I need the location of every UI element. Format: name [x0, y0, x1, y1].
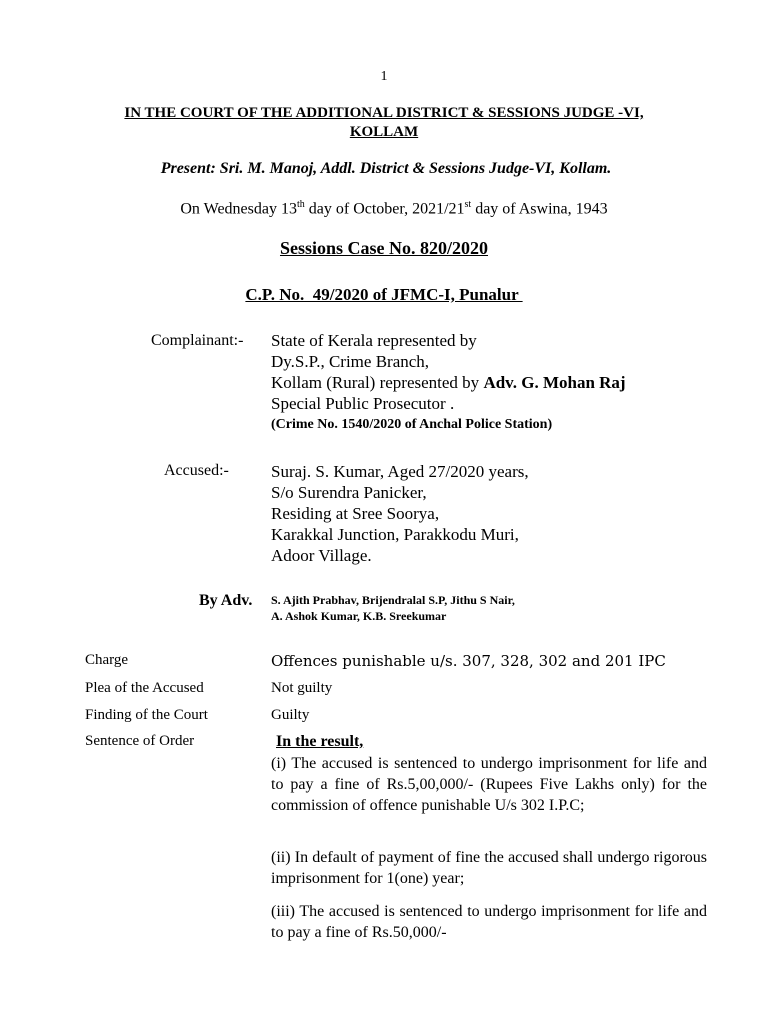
judgment-date: [0, 199, 768, 218]
accused-line: S/o Surendra Panicker,: [271, 483, 427, 502]
complainant-line2: Dy.S.P., Crime Branch,: [271, 352, 430, 371]
sentence-paragraph-2: (ii) In default of payment of fine the accused shall undergo rigorous imprisonment for 1(one) year;: [271, 849, 707, 887]
date-sup2: st: [464, 199, 472, 210]
complainant-line4: Special Public Prosecutor .: [271, 394, 455, 413]
crime-number: (Crime No. 1540/2020 of Anchal Police Station): [271, 417, 553, 432]
complainant-block: [271, 330, 626, 435]
defence-advocates: [271, 592, 515, 624]
complainant-line3: [271, 372, 626, 393]
court-heading-line2: KOLLAM: [349, 124, 419, 140]
court-heading: [84, 104, 684, 142]
result-heading: In the result,: [276, 733, 364, 750]
accused-line: Residing at Sree Soorya,: [271, 504, 440, 523]
charge-value: Offences punishable u/s. 307, 328, 302 and 201 IPC: [271, 652, 666, 670]
court-heading-line1: IN THE COURT OF THE ADDITIONAL DISTRICT & SESSIONS JUDGE -VI,: [124, 105, 644, 121]
defence-advocates-line2: A. Ashok Kumar, K.B. Sreekumar: [271, 609, 447, 623]
finding-value: Guilty: [271, 707, 310, 723]
accused-line: Karakkal Junction, Parakkodu Muri,: [271, 525, 519, 544]
complainant-line3-prefix: Kollam (Rural) represented by: [271, 373, 484, 392]
sentence-paragraph-3: (iii) The accused is sentenced to undergo imprisonment for life and to pay a fine of Rs.50,000/-: [271, 903, 707, 941]
presiding-judge: Present: Sri. M. Manoj, Addl. District & Sessions Judge-VI, Kollam.: [160, 160, 612, 177]
plea-value: Not guilty: [271, 680, 333, 696]
date-sup1: th: [296, 199, 305, 210]
accused-block: [271, 461, 529, 566]
cp-number: C.P. No. 49/2020 of JFMC-I, Punalur: [245, 285, 523, 304]
defence-advocates-line1: S. Ajith Prabhav, Brijendralal S.P, Jithu S Nair,: [271, 593, 515, 607]
date-part1: On Wednesday 13: [180, 200, 297, 218]
complainant-line1: State of Kerala represented by: [271, 331, 477, 350]
charge-label: Charge: [85, 652, 129, 668]
date-part2: day of October, 2021/21: [304, 200, 465, 218]
date-part3: day of Aswina, 1943: [471, 200, 608, 218]
prosecutor-name: Adv. G. Mohan Raj: [483, 373, 626, 392]
plea-label: Plea of the Accused: [85, 680, 204, 696]
sentence-label: Sentence of Order: [85, 733, 195, 749]
finding-label: Finding of the Court: [85, 707, 208, 723]
sentence-paragraph-1: (i) The accused is sentenced to undergo imprisonment for life and to pay a fine of Rs.5,00,000/- (Rupees Five Lakhs only) for the commission of offence punishable U/s 302 I.P.C;: [271, 755, 707, 814]
accused-label: Accused:-: [164, 462, 229, 479]
accused-line: Adoor Village.: [271, 546, 372, 565]
accused-line: Suraj. S. Kumar, Aged 27/2020 years,: [271, 462, 529, 481]
complainant-label: Complainant:-: [151, 332, 244, 349]
defence-advocate-label: By Adv.: [199, 592, 253, 609]
sessions-case-number: Sessions Case No. 820/2020: [279, 238, 489, 258]
page-number: 1: [380, 69, 388, 84]
